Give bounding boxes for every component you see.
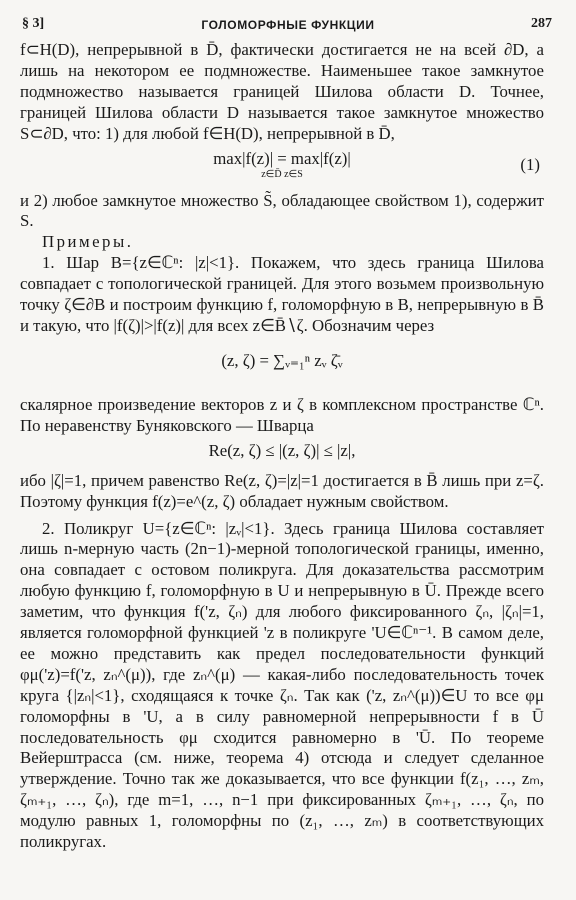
section-marker: § 3] bbox=[22, 16, 45, 31]
running-header bbox=[20, 10, 556, 36]
equation-1-main: max|f(z)| = max|f(z)| bbox=[213, 148, 351, 168]
equation-cauchy-schwarz-text: Re(z, ζ) ≤ |(z, ζ)| ≤ |z|, bbox=[208, 440, 356, 460]
equation-1-number: (1) bbox=[520, 154, 540, 174]
page-body bbox=[20, 40, 544, 853]
equation-1-subscripts: z∈D̄ z∈S bbox=[261, 169, 303, 181]
paragraph-polydisc-example: 2. Поликруг U={z∈ℂⁿ: |zᵥ|<1}. Здесь граница Шилова составляет лишь n-мерную часть (2n−1)-мерной топологической границы, именно, она совпадает с остовом поликруга. Для доказательства рассмотрим любую функцию f, голоморфную в U и непрерывную в Ū. Прежде всего заметим, что функция f('z, ζₙ) для любого фиксированного ζₙ, |ζₙ|=1, является голоморфной функцией 'z в поликруге 'U∈ℂⁿ⁻¹. В самом деле, ее можно представить как предел последовательности функций φμ('z)=f('z, zₙ^(μ)), где zₙ^(μ) — какая-либо последовательность точек круга {|zₙ|<1}, сходящаяся к точке ζₙ. Так как ('z, zₙ^(μ))∈U то все φμ голоморфны в 'U, а в силу равномерной непрерывности f в Ū последовательность φμ сходится равномерно в 'Ū. По теореме Вейерштрасса (см. ниже, теорема 4) отсюда и следует сделанное утверждение. Точно так же доказывается, что все функции f(z₁, …, zₘ, ζₘ₊₁, …, ζₙ), где m=1, …, n−1 при фиксированных ζₘ₊₁, …, ζₙ, по модулю равных 1, голоморфны по (z₁, …, zₘ) в соответствующих поликругах. bbox=[20, 518, 544, 852]
paragraph-scalar-product: скалярное произведение векторов z и ζ в комплексном пространстве ℂⁿ. По неравенству Буняковского — Шварца bbox=[20, 394, 544, 435]
paragraph-exponential: ибо |ζ|=1, причем равенство Re(z, ζ)=|z|=1 достигается в B̄ лишь при z=ζ. Поэтому функция f(z)=e^(z, ζ) обладает нужным свойством. bbox=[20, 470, 544, 511]
running-title: ГОЛОМОРФНЫЕ ФУНКЦИИ bbox=[201, 18, 375, 32]
equation-scalar-product-text: (z, ζ) = ∑ᵥ₌₁ⁿ zᵥ ζ̄ᵥ bbox=[221, 350, 343, 370]
page-number: 287 bbox=[531, 16, 552, 31]
paragraph-shilov-definition: f⊂H(D), непрерывной в D̄, фактически достигается не на всей ∂D, а лишь на некотором ее подмножестве. Наименьшее такое замкнутое подмножество называется границей Шилова области D. Точнее, границей Шилова области D называется такое замкнутое множество S⊂∂D, что: 1) для любой f∈H(D), непрерывной в D̄, bbox=[20, 40, 544, 143]
paragraph-condition-2: и 2) любое замкнутое множество S̃, обладающее свойством 1), содержит S. bbox=[20, 190, 544, 231]
equation-1 bbox=[20, 149, 544, 191]
examples-heading: Примеры. bbox=[42, 232, 134, 252]
equation-cauchy-schwarz bbox=[20, 437, 544, 471]
paragraph-ball-example: 1. Шар B={z∈ℂⁿ: |z|<1}. Покажем, что здесь граница Шилова совпадает с топологической границей. Для этого возьмем произвольную точку ζ∈∂B и построим функцию f, голоморфную в B, непрерывную в B̄ и такую, что |f(ζ)|>|f(z)| для всех z∈B̄∖ζ. Обозначим через bbox=[20, 253, 544, 335]
equation-scalar-product bbox=[20, 337, 544, 395]
